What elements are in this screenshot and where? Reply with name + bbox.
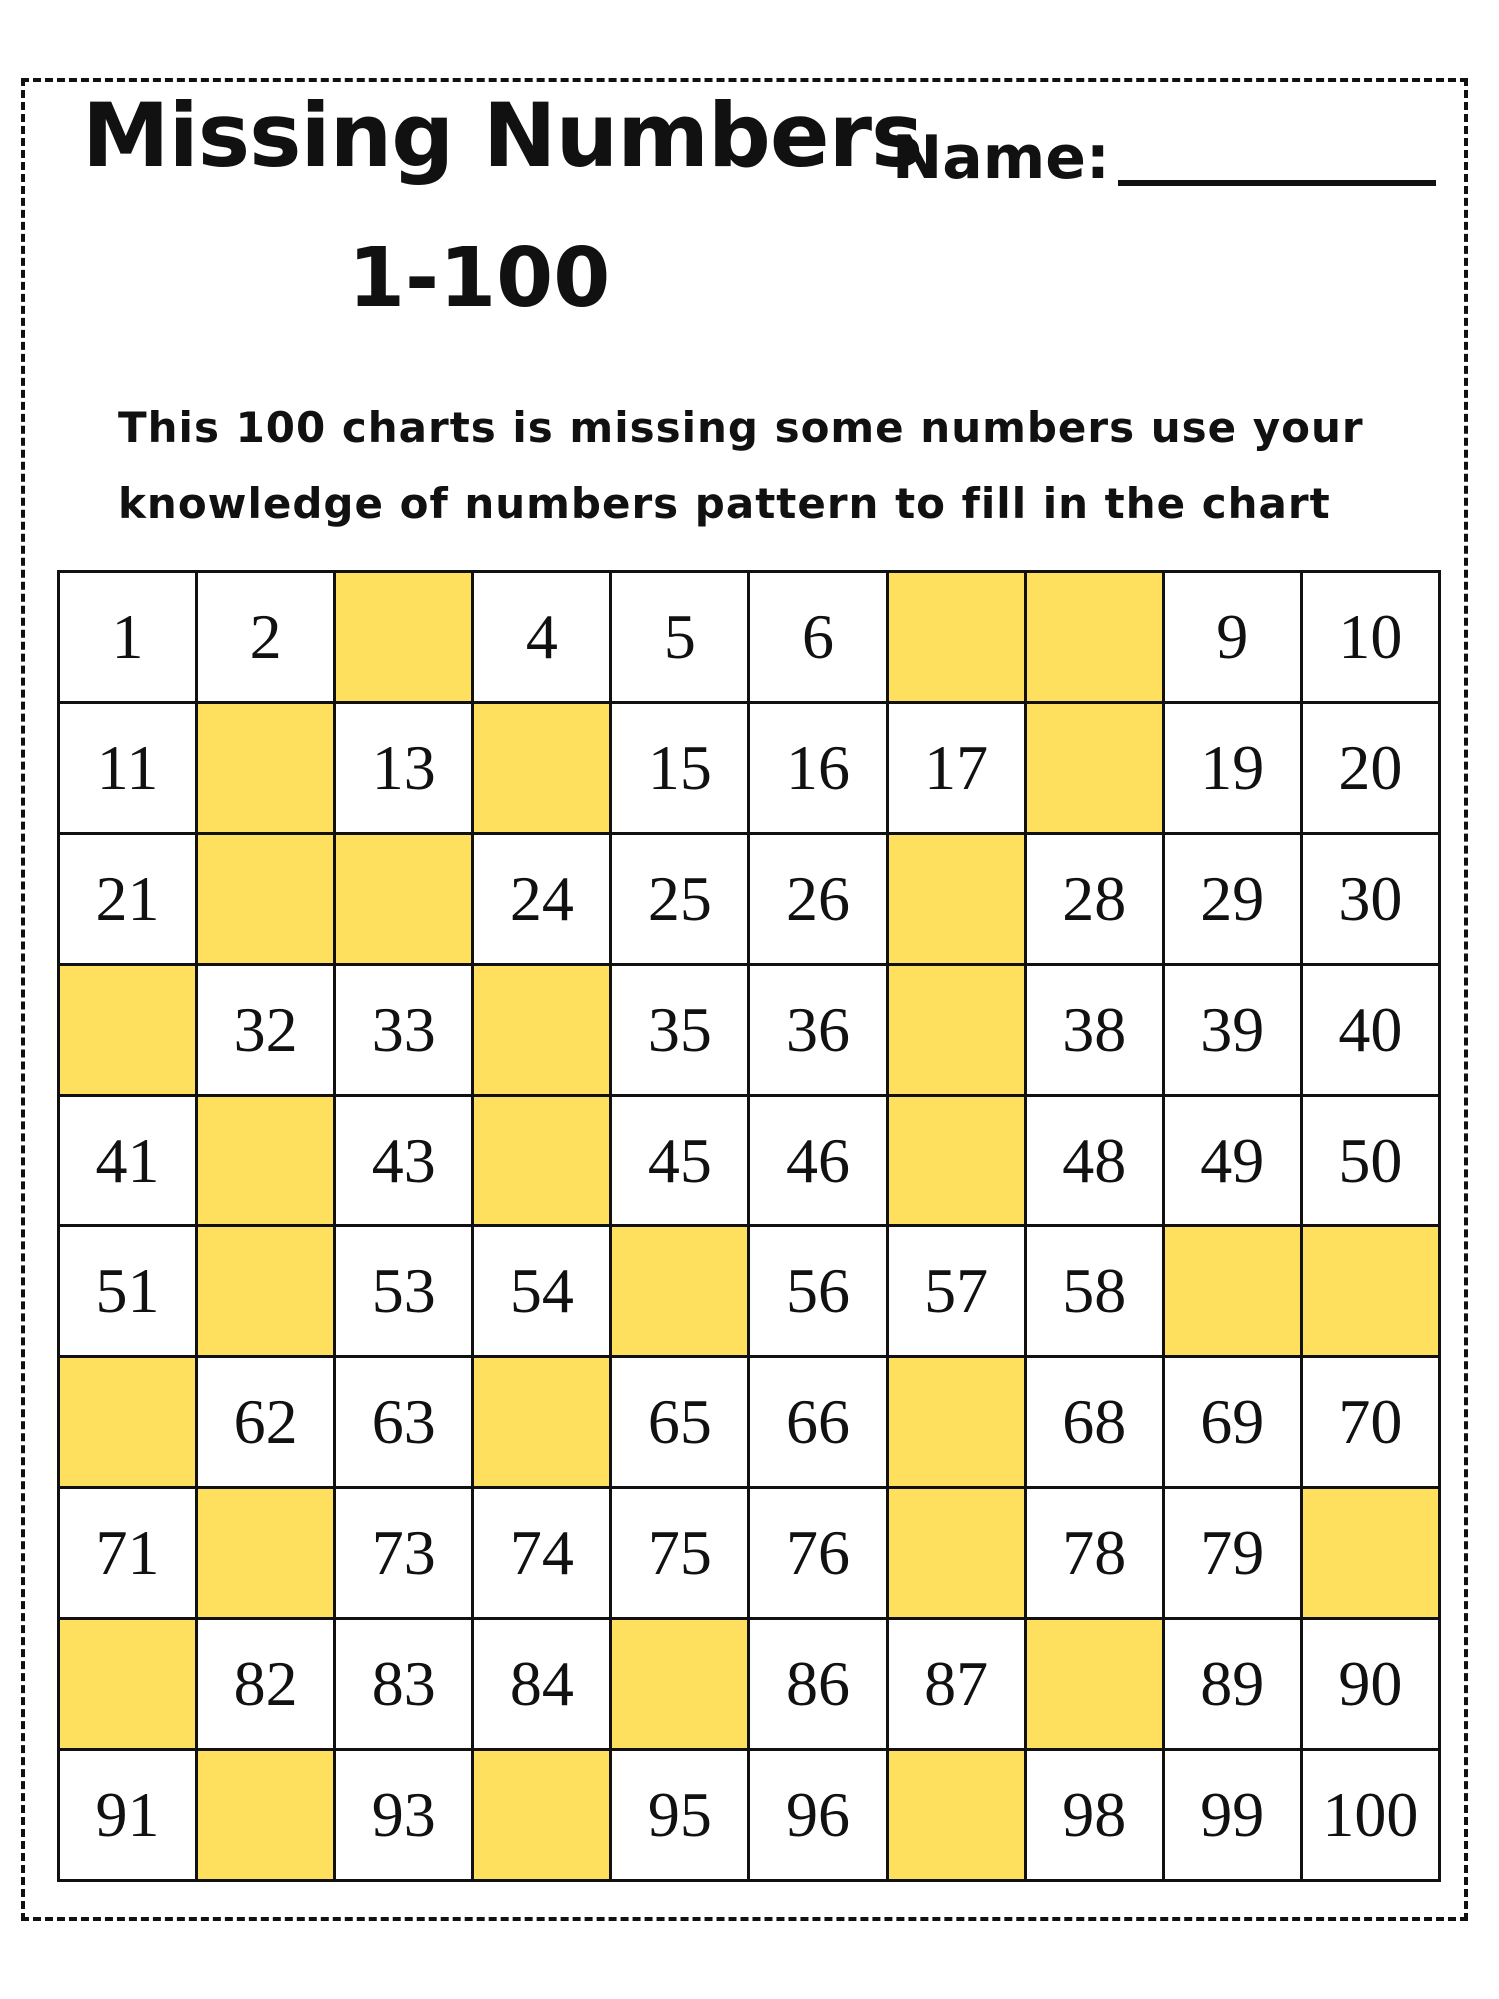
chart-row <box>59 572 1440 703</box>
missing-number-cell[interactable] <box>197 1750 335 1881</box>
number-cell: 41 <box>59 1095 197 1226</box>
number-cell: 38 <box>1025 964 1163 1095</box>
number-cell: 40 <box>1301 964 1439 1095</box>
missing-number-cell[interactable] <box>887 964 1025 1095</box>
number-cell: 56 <box>749 1226 887 1357</box>
number-cell: 82 <box>197 1619 335 1750</box>
missing-number-cell[interactable] <box>1301 1488 1439 1619</box>
missing-number-cell[interactable] <box>887 833 1025 964</box>
number-cell: 2 <box>197 572 335 703</box>
number-cell: 43 <box>335 1095 473 1226</box>
number-cell: 53 <box>335 1226 473 1357</box>
number-cell: 11 <box>59 702 197 833</box>
missing-number-cell[interactable] <box>197 833 335 964</box>
number-cell: 86 <box>749 1619 887 1750</box>
number-cell: 30 <box>1301 833 1439 964</box>
chart-row <box>59 1488 1440 1619</box>
missing-number-cell[interactable] <box>197 1226 335 1357</box>
missing-number-cell[interactable] <box>59 1619 197 1750</box>
number-cell: 32 <box>197 964 335 1095</box>
missing-number-cell[interactable] <box>59 1357 197 1488</box>
number-cell: 1 <box>59 572 197 703</box>
missing-number-cell[interactable] <box>611 1226 749 1357</box>
instructions: This 100 charts is missing some numbers use your knowledge of numbers pattern to fill in the chart <box>118 403 1364 528</box>
number-cell: 54 <box>473 1226 611 1357</box>
chart-row <box>59 833 1440 964</box>
missing-number-cell[interactable] <box>335 572 473 703</box>
chart-row <box>59 1226 1440 1357</box>
hundred-chart <box>57 570 1441 1882</box>
number-cell: 76 <box>749 1488 887 1619</box>
chart-row <box>59 1357 1440 1488</box>
chart-row <box>59 964 1440 1095</box>
missing-number-cell[interactable] <box>1025 572 1163 703</box>
number-cell: 95 <box>611 1750 749 1881</box>
number-cell: 78 <box>1025 1488 1163 1619</box>
number-cell: 35 <box>611 964 749 1095</box>
missing-number-cell[interactable] <box>197 1095 335 1226</box>
number-cell: 9 <box>1163 572 1301 703</box>
number-cell: 17 <box>887 702 1025 833</box>
worksheet-title: Missing Numbers <box>82 84 923 187</box>
number-cell: 45 <box>611 1095 749 1226</box>
number-cell: 10 <box>1301 572 1439 703</box>
missing-number-cell[interactable] <box>473 964 611 1095</box>
missing-number-cell[interactable] <box>473 1095 611 1226</box>
number-cell: 46 <box>749 1095 887 1226</box>
number-cell: 73 <box>335 1488 473 1619</box>
missing-number-cell[interactable] <box>197 1488 335 1619</box>
missing-number-cell[interactable] <box>1163 1226 1301 1357</box>
number-cell: 29 <box>1163 833 1301 964</box>
chart-row <box>59 702 1440 833</box>
number-cell: 13 <box>335 702 473 833</box>
number-cell: 62 <box>197 1357 335 1488</box>
number-cell: 21 <box>59 833 197 964</box>
name-label: Name: <box>892 123 1110 193</box>
number-cell: 68 <box>1025 1357 1163 1488</box>
number-cell: 89 <box>1163 1619 1301 1750</box>
number-cell: 98 <box>1025 1750 1163 1881</box>
missing-number-cell[interactable] <box>887 572 1025 703</box>
number-cell: 24 <box>473 833 611 964</box>
name-blank-line[interactable] <box>1118 180 1436 186</box>
missing-number-cell[interactable] <box>1025 1619 1163 1750</box>
missing-number-cell[interactable] <box>1025 702 1163 833</box>
number-cell: 93 <box>335 1750 473 1881</box>
number-cell: 99 <box>1163 1750 1301 1881</box>
number-cell: 87 <box>887 1619 1025 1750</box>
number-cell: 58 <box>1025 1226 1163 1357</box>
number-cell: 28 <box>1025 833 1163 964</box>
number-cell: 70 <box>1301 1357 1439 1488</box>
number-cell: 84 <box>473 1619 611 1750</box>
missing-number-cell[interactable] <box>473 702 611 833</box>
chart-row <box>59 1619 1440 1750</box>
missing-number-cell[interactable] <box>1301 1226 1439 1357</box>
missing-number-cell[interactable] <box>887 1095 1025 1226</box>
number-range: 1-100 <box>348 231 611 326</box>
missing-number-cell[interactable] <box>473 1750 611 1881</box>
number-cell: 75 <box>611 1488 749 1619</box>
number-cell: 96 <box>749 1750 887 1881</box>
number-cell: 63 <box>335 1357 473 1488</box>
number-cell: 15 <box>611 702 749 833</box>
number-cell: 5 <box>611 572 749 703</box>
number-cell: 66 <box>749 1357 887 1488</box>
number-cell: 69 <box>1163 1357 1301 1488</box>
number-cell: 100 <box>1301 1750 1439 1881</box>
number-cell: 19 <box>1163 702 1301 833</box>
number-cell: 36 <box>749 964 887 1095</box>
number-cell: 90 <box>1301 1619 1439 1750</box>
number-cell: 25 <box>611 833 749 964</box>
number-cell: 50 <box>1301 1095 1439 1226</box>
number-cell: 71 <box>59 1488 197 1619</box>
chart-row <box>59 1095 1440 1226</box>
number-cell: 83 <box>335 1619 473 1750</box>
number-cell: 39 <box>1163 964 1301 1095</box>
missing-number-cell[interactable] <box>335 833 473 964</box>
number-cell: 6 <box>749 572 887 703</box>
missing-number-cell[interactable] <box>887 1750 1025 1881</box>
number-cell: 91 <box>59 1750 197 1881</box>
number-cell: 20 <box>1301 702 1439 833</box>
number-cell: 48 <box>1025 1095 1163 1226</box>
missing-number-cell[interactable] <box>59 964 197 1095</box>
number-cell: 57 <box>887 1226 1025 1357</box>
missing-number-cell[interactable] <box>611 1619 749 1750</box>
number-cell: 79 <box>1163 1488 1301 1619</box>
missing-number-cell[interactable] <box>887 1488 1025 1619</box>
missing-number-cell[interactable] <box>473 1357 611 1488</box>
number-cell: 51 <box>59 1226 197 1357</box>
number-cell: 65 <box>611 1357 749 1488</box>
number-cell: 74 <box>473 1488 611 1619</box>
number-cell: 16 <box>749 702 887 833</box>
number-cell: 4 <box>473 572 611 703</box>
number-cell: 33 <box>335 964 473 1095</box>
missing-number-cell[interactable] <box>887 1357 1025 1488</box>
number-cell: 49 <box>1163 1095 1301 1226</box>
missing-number-cell[interactable] <box>197 702 335 833</box>
chart-row <box>59 1750 1440 1881</box>
number-cell: 26 <box>749 833 887 964</box>
